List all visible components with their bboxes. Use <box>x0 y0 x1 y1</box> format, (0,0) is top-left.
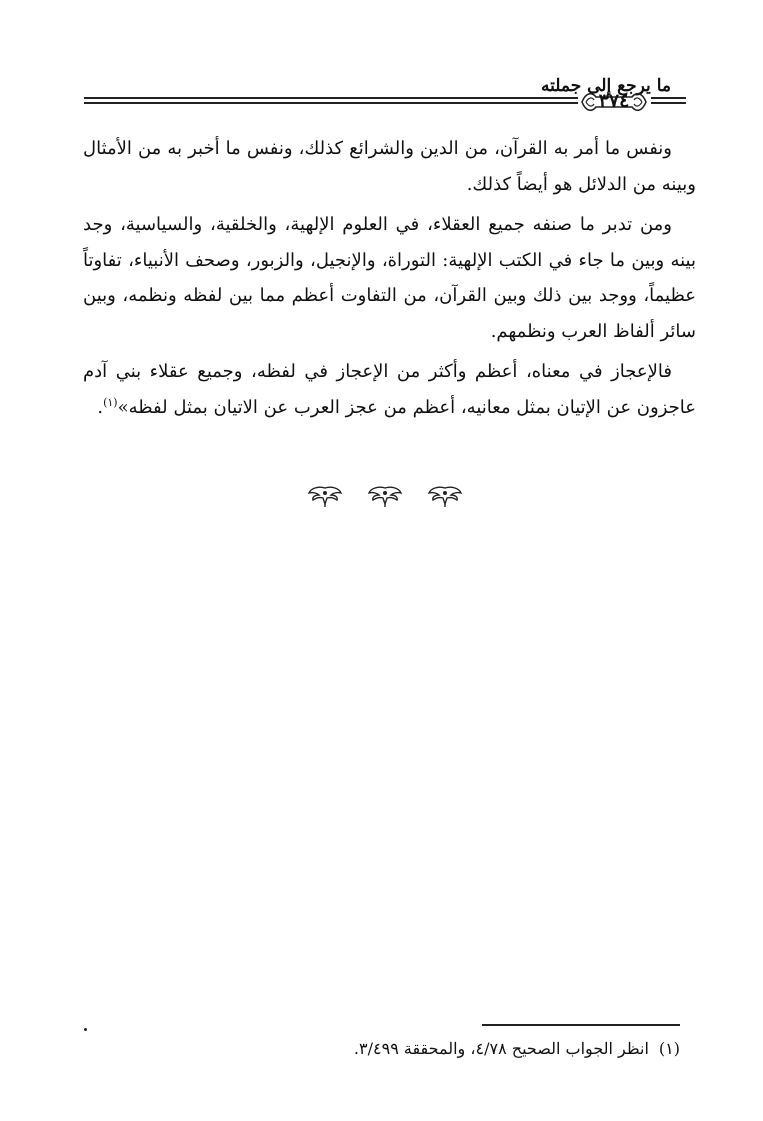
closing-punctuation: . <box>97 396 104 418</box>
fleuron-icon <box>305 484 345 508</box>
header-rule <box>84 97 578 107</box>
fleuron-icon <box>425 484 465 508</box>
stray-dot <box>84 1028 87 1031</box>
footnote-text: انظر الجواب الصحيح ٤/٧٨، والمحققة ٣/٤٩٩. <box>353 1039 649 1058</box>
paragraph-text: فالإعجاز في معناه، أعظم وأكثر من الإعجاز في لفظه، وجميع عقلاء بني آدم عاجزون عن الإتيان بمثل معانيه، أعظم من عجز العرب عن الاتيان بمثل لفظه» <box>83 361 696 418</box>
paragraph <box>83 354 696 425</box>
paragraph: ومن تدبر ما صنفه جميع العقلاء، في العلوم الإلهية، والخلقية، والسياسية، وجد بينه وبين ما جاء في الكتب الإلهية: التوراة، والإنجيل، والزبور، وصحف الأنبياء، تفاوتاً عظيماً، ووجد بين ذلك وبين القرآن، من التفاوت أعظم مما بين لفظه ونظمه، وبين سائر ألفاظ العرب ونظمهم. <box>83 214 696 342</box>
page-number: ٣٧٤ <box>598 90 630 112</box>
footnote-marker: (١) <box>658 1039 680 1058</box>
paragraph: ونفس ما أمر به القرآن، من الدين والشرائع كذلك، ونفس ما أخبر به من الأمثال وبينه من الدلائل هو أيضاً كذلك. <box>83 138 696 195</box>
footnote <box>354 1037 680 1061</box>
footnote-rule <box>482 1024 680 1026</box>
main-text <box>83 131 696 430</box>
footnote-reference: (١) <box>103 395 118 409</box>
fleuron-icon <box>365 484 405 508</box>
header-rule <box>651 97 686 107</box>
section-divider <box>305 484 465 508</box>
running-title: ما يرجع إلى جملته <box>541 76 671 96</box>
